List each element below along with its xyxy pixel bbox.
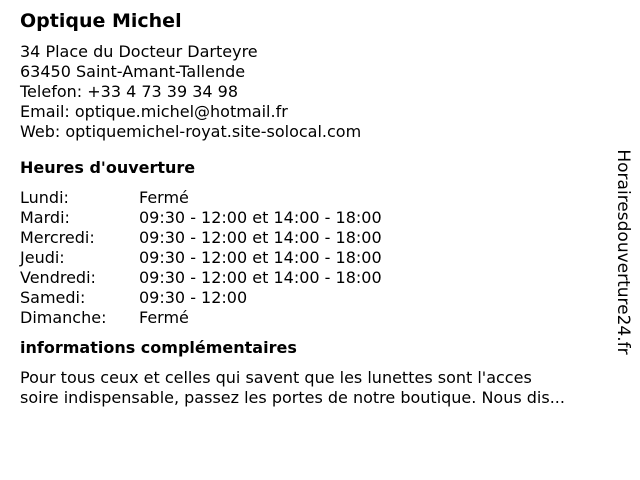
phone-text: Telefon: +33 4 73 39 34 98: [20, 82, 239, 101]
hours-row-wednesday: [20, 228, 610, 248]
hours-row-friday: [20, 268, 610, 288]
day-label: Jeudi:: [20, 248, 65, 267]
additional-info-heading: informations complémentaires: [20, 338, 297, 357]
hours-row-sunday: [20, 308, 610, 328]
day-hours: 09:30 - 12:00 et 14:00 - 18:00: [139, 228, 382, 247]
day-hours: 09:30 - 12:00 et 14:00 - 18:00: [139, 268, 382, 287]
description-line-2: soire indispensable, passez les portes de notre boutique. Nous dis...: [20, 388, 565, 407]
hours-row-saturday: [20, 288, 610, 308]
day-label: Mercredi:: [20, 228, 95, 247]
hours-row-thursday: [20, 248, 610, 268]
hours-row-monday: [20, 188, 610, 208]
day-label: Mardi:: [20, 208, 70, 227]
description-line-1: Pour tous ceux et celles qui savent que les lunettes sont l'acces: [20, 368, 532, 387]
email-text: Email: optique.michel@hotmail.fr: [20, 102, 288, 121]
address-line-2: 63450 Saint-Amant-Tallende: [20, 62, 246, 81]
day-hours: 09:30 - 12:00 et 14:00 - 18:00: [139, 208, 382, 227]
hours-row-tuesday: [20, 208, 610, 228]
opening-hours-list: [20, 188, 610, 328]
day-label: Dimanche:: [20, 308, 107, 327]
day-label: Vendredi:: [20, 268, 96, 287]
business-card: [20, 8, 610, 408]
day-hours: 09:30 - 12:00 et 14:00 - 18:00: [139, 248, 382, 267]
address-line-1: 34 Place du Docteur Darteyre: [20, 42, 258, 61]
day-label: Lundi:: [20, 188, 69, 207]
website-text: Web: optiquemichel-royat.site-solocal.com: [20, 122, 362, 141]
day-hours: Fermé: [139, 188, 189, 207]
business-name: Optique Michel: [20, 10, 182, 32]
day-label: Samedi:: [20, 288, 86, 307]
day-hours: 09:30 - 12:00: [139, 288, 248, 307]
opening-hours-heading: Heures d'ouverture: [20, 158, 196, 177]
day-hours: Fermé: [139, 308, 189, 327]
site-watermark: Horairesdouverture24.fr: [613, 149, 633, 355]
